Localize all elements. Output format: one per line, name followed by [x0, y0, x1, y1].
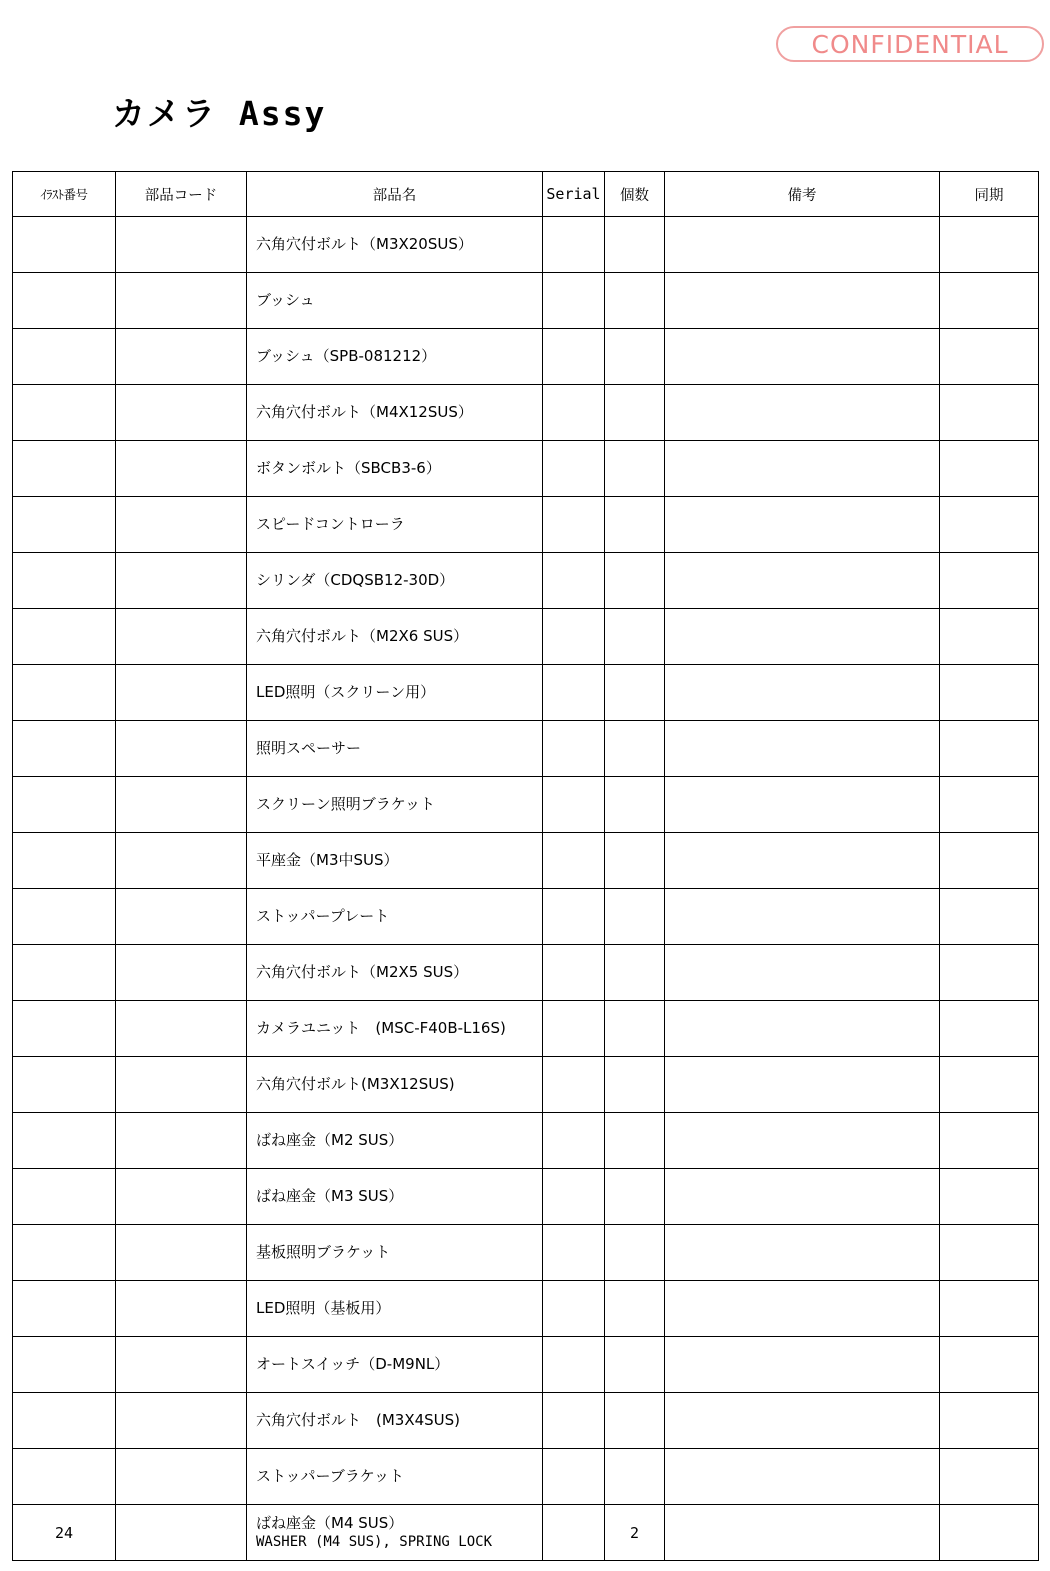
cell-part-name[interactable] — [247, 777, 543, 833]
cell-sync[interactable] — [940, 1505, 1039, 1561]
cell-illustration-number[interactable] — [13, 273, 116, 329]
cell-sync[interactable] — [940, 721, 1039, 777]
cell-sync[interactable] — [940, 945, 1039, 1001]
cell-quantity[interactable] — [605, 1001, 665, 1057]
part-name-primary: スクリーン照明ブラケット — [256, 795, 435, 814]
cell-part-code[interactable] — [116, 1281, 247, 1337]
cell-sync[interactable] — [940, 833, 1039, 889]
cell-remarks[interactable] — [665, 553, 940, 609]
cell-serial[interactable] — [543, 1001, 605, 1057]
confidential-stamp-label: CONFIDENTIAL — [811, 29, 1009, 59]
cell-sync[interactable] — [940, 385, 1039, 441]
part-name-secondary: WASHER (M4 SUS), SPRING LOCK — [256, 1534, 493, 1551]
table-row — [13, 1281, 1039, 1337]
table-row — [13, 329, 1039, 385]
cell-illustration-number[interactable] — [13, 1449, 116, 1505]
cell-part-code[interactable] — [116, 945, 247, 1001]
cell-remarks[interactable] — [665, 833, 940, 889]
column-header-illustration-number: ｲﾗｽﾄ番号 — [13, 172, 116, 217]
part-name-primary: LED照明（基板用） — [256, 1299, 391, 1318]
cell-sync[interactable] — [940, 1169, 1039, 1225]
cell-part-code[interactable] — [116, 1505, 247, 1561]
cell-illustration-number[interactable] — [13, 721, 116, 777]
column-header-part-code: 部品コード — [116, 172, 247, 217]
cell-remarks[interactable] — [665, 777, 940, 833]
part-name-primary: 照明スペーサー — [256, 739, 362, 758]
cell-part-name[interactable] — [247, 1169, 543, 1225]
cell-part-code[interactable] — [116, 1001, 247, 1057]
table-row — [13, 1505, 1039, 1561]
cell-remarks[interactable] — [665, 273, 940, 329]
cell-quantity[interactable] — [605, 609, 665, 665]
cell-remarks[interactable] — [665, 1337, 940, 1393]
cell-part-code[interactable] — [116, 1225, 247, 1281]
table-header-row — [13, 172, 1039, 217]
column-header-part-name: 部品名 — [247, 172, 543, 217]
cell-part-code[interactable] — [116, 609, 247, 665]
part-name-primary: シリンダ（CDQSB12-30D） — [256, 571, 455, 590]
cell-serial[interactable] — [543, 1225, 605, 1281]
part-name-primary: ばね座金（M4 SUS） — [256, 1513, 404, 1532]
part-name-primary: ストッパープレート — [256, 907, 390, 926]
part-name-primary: オートスイッチ（D-M9NL） — [256, 1355, 450, 1374]
cell-quantity[interactable] — [605, 1393, 665, 1449]
cell-remarks[interactable] — [665, 1281, 940, 1337]
cell-sync[interactable] — [940, 1113, 1039, 1169]
cell-quantity[interactable] — [605, 1169, 665, 1225]
cell-remarks[interactable] — [665, 385, 940, 441]
part-name-primary: 六角穴付ボルト（M3X20SUS） — [256, 235, 473, 254]
cell-part-name[interactable] — [247, 1449, 543, 1505]
cell-serial[interactable] — [543, 553, 605, 609]
table-row — [13, 665, 1039, 721]
cell-serial[interactable] — [543, 1169, 605, 1225]
cell-sync[interactable] — [940, 889, 1039, 945]
cell-sync[interactable] — [940, 1057, 1039, 1113]
cell-quantity[interactable] — [605, 721, 665, 777]
cell-quantity[interactable] — [605, 1449, 665, 1505]
table-row — [13, 1169, 1039, 1225]
cell-sync[interactable] — [940, 1001, 1039, 1057]
cell-illustration-number[interactable] — [13, 1169, 116, 1225]
cell-quantity[interactable] — [605, 1113, 665, 1169]
cell-remarks[interactable] — [665, 1169, 940, 1225]
cell-serial[interactable] — [543, 777, 605, 833]
cell-part-code[interactable] — [116, 1057, 247, 1113]
column-header-remarks: 備考 — [665, 172, 940, 217]
cell-illustration-number[interactable] — [13, 833, 116, 889]
cell-part-code[interactable] — [116, 1393, 247, 1449]
cell-part-name[interactable] — [247, 385, 543, 441]
cell-quantity[interactable] — [605, 273, 665, 329]
confidential-stamp — [776, 26, 1044, 62]
part-name-primary: 六角穴付ボルト(M3X12SUS) — [256, 1075, 455, 1094]
cell-part-code[interactable] — [116, 1169, 247, 1225]
table-row — [13, 945, 1039, 1001]
cell-illustration-number[interactable] — [13, 553, 116, 609]
cell-illustration-number[interactable] — [13, 497, 116, 553]
cell-part-name[interactable] — [247, 497, 543, 553]
cell-remarks[interactable] — [665, 1225, 940, 1281]
cell-part-code[interactable] — [116, 553, 247, 609]
cell-serial[interactable] — [543, 497, 605, 553]
table-row — [13, 889, 1039, 945]
cell-illustration-number[interactable] — [13, 1057, 116, 1113]
cell-part-code[interactable] — [116, 217, 247, 273]
cell-sync[interactable] — [940, 217, 1039, 273]
cell-serial[interactable] — [543, 329, 605, 385]
cell-illustration-number[interactable] — [13, 609, 116, 665]
cell-sync[interactable] — [940, 329, 1039, 385]
cell-illustration-number[interactable] — [13, 889, 116, 945]
cell-sync[interactable] — [940, 1225, 1039, 1281]
cell-part-code[interactable] — [116, 889, 247, 945]
cell-sync[interactable] — [940, 777, 1039, 833]
cell-remarks[interactable] — [665, 1001, 940, 1057]
part-name-primary: 六角穴付ボルト (M3X4SUS) — [256, 1411, 461, 1430]
cell-serial[interactable] — [543, 1337, 605, 1393]
cell-remarks[interactable] — [665, 1449, 940, 1505]
cell-serial[interactable] — [543, 1057, 605, 1113]
cell-illustration-number[interactable] — [13, 1281, 116, 1337]
table-row — [13, 553, 1039, 609]
cell-serial[interactable] — [543, 273, 605, 329]
table-row — [13, 1113, 1039, 1169]
cell-part-code[interactable] — [116, 497, 247, 553]
part-name-primary: ブッシュ — [256, 291, 315, 310]
cell-sync[interactable] — [940, 273, 1039, 329]
cell-part-name[interactable] — [247, 1001, 543, 1057]
cell-sync[interactable] — [940, 665, 1039, 721]
table-row — [13, 441, 1039, 497]
part-name-primary: ボタンボルト（SBCB3-6） — [256, 459, 441, 478]
cell-illustration-number[interactable] — [13, 777, 116, 833]
cell-part-name[interactable] — [247, 1505, 543, 1561]
table-row — [13, 721, 1039, 777]
cell-quantity[interactable] — [605, 1281, 665, 1337]
cell-sync[interactable] — [940, 553, 1039, 609]
cell-part-name[interactable] — [247, 1057, 543, 1113]
cell-part-name[interactable] — [247, 665, 543, 721]
cell-serial[interactable] — [543, 1449, 605, 1505]
cell-remarks[interactable] — [665, 497, 940, 553]
cell-quantity[interactable] — [605, 217, 665, 273]
cell-part-code[interactable] — [116, 1449, 247, 1505]
cell-quantity[interactable] — [605, 889, 665, 945]
table-row — [13, 1001, 1039, 1057]
cell-serial[interactable] — [543, 665, 605, 721]
column-header-serial: Serial — [543, 172, 605, 217]
cell-serial[interactable] — [543, 721, 605, 777]
cell-remarks[interactable] — [665, 889, 940, 945]
part-name-primary: ばね座金（M2 SUS） — [256, 1131, 404, 1150]
cell-remarks[interactable] — [665, 665, 940, 721]
table-row — [13, 1393, 1039, 1449]
cell-remarks[interactable] — [665, 329, 940, 385]
part-name-primary: LED照明（スクリーン用） — [256, 683, 436, 702]
cell-part-name[interactable] — [247, 945, 543, 1001]
cell-part-code[interactable] — [116, 1113, 247, 1169]
cell-part-name[interactable] — [247, 273, 543, 329]
table-row — [13, 217, 1039, 273]
cell-sync[interactable] — [940, 609, 1039, 665]
table-row — [13, 833, 1039, 889]
cell-part-code[interactable] — [116, 329, 247, 385]
cell-illustration-number[interactable] — [13, 385, 116, 441]
cell-part-name[interactable] — [247, 1225, 543, 1281]
table-row — [13, 609, 1039, 665]
cell-part-code[interactable] — [116, 273, 247, 329]
cell-sync[interactable] — [940, 1393, 1039, 1449]
cell-serial[interactable] — [543, 1393, 605, 1449]
cell-quantity[interactable] — [605, 329, 665, 385]
cell-serial[interactable] — [543, 1505, 605, 1561]
cell-part-name[interactable] — [247, 1281, 543, 1337]
cell-serial[interactable] — [543, 833, 605, 889]
part-name-primary: 六角穴付ボルト（M4X12SUS） — [256, 403, 473, 422]
cell-part-code[interactable] — [116, 777, 247, 833]
table-body — [13, 217, 1039, 1561]
cell-illustration-number[interactable] — [13, 217, 116, 273]
parts-table — [12, 171, 1039, 1561]
cell-illustration-number[interactable] — [13, 945, 116, 1001]
cell-illustration-number[interactable]: 24 — [13, 1505, 116, 1561]
cell-part-name[interactable] — [247, 1393, 543, 1449]
cell-part-name[interactable] — [247, 441, 543, 497]
table-row — [13, 1057, 1039, 1113]
cell-remarks[interactable] — [665, 1393, 940, 1449]
cell-part-name[interactable] — [247, 721, 543, 777]
cell-remarks[interactable] — [665, 1505, 940, 1561]
cell-quantity[interactable] — [605, 441, 665, 497]
part-name-primary: ストッパーブラケット — [256, 1467, 405, 1486]
cell-serial[interactable] — [543, 609, 605, 665]
cell-part-name[interactable] — [247, 1337, 543, 1393]
part-name-primary: 基板照明ブラケット — [256, 1243, 391, 1262]
cell-part-code[interactable] — [116, 441, 247, 497]
part-name-primary: ブッシュ（SPB-081212） — [256, 347, 437, 366]
part-name-primary: スピードコントローラ — [256, 515, 405, 534]
cell-illustration-number[interactable] — [13, 329, 116, 385]
cell-illustration-number[interactable] — [13, 1393, 116, 1449]
cell-serial[interactable] — [543, 1281, 605, 1337]
cell-illustration-number[interactable] — [13, 1225, 116, 1281]
cell-quantity[interactable] — [605, 497, 665, 553]
cell-part-name[interactable] — [247, 329, 543, 385]
cell-quantity[interactable] — [605, 833, 665, 889]
table-row — [13, 777, 1039, 833]
cell-sync[interactable] — [940, 1281, 1039, 1337]
cell-quantity[interactable] — [605, 385, 665, 441]
cell-remarks[interactable] — [665, 1113, 940, 1169]
cell-remarks[interactable] — [665, 945, 940, 1001]
cell-serial[interactable] — [543, 945, 605, 1001]
table-row — [13, 1449, 1039, 1505]
table-header — [13, 172, 1039, 217]
cell-serial[interactable] — [543, 889, 605, 945]
part-name-primary: 六角穴付ボルト（M2X5 SUS） — [256, 963, 469, 982]
cell-part-code[interactable] — [116, 385, 247, 441]
cell-remarks[interactable] — [665, 1057, 940, 1113]
table-row — [13, 497, 1039, 553]
cell-part-code[interactable] — [116, 721, 247, 777]
cell-sync[interactable] — [940, 1449, 1039, 1505]
cell-part-name[interactable] — [247, 553, 543, 609]
cell-part-name[interactable] — [247, 1113, 543, 1169]
cell-part-code[interactable] — [116, 665, 247, 721]
column-header-quantity: 個数 — [605, 172, 665, 217]
cell-remarks[interactable] — [665, 217, 940, 273]
cell-serial[interactable] — [543, 217, 605, 273]
cell-sync[interactable] — [940, 497, 1039, 553]
cell-illustration-number[interactable] — [13, 1113, 116, 1169]
cell-serial[interactable] — [543, 1113, 605, 1169]
cell-quantity[interactable] — [605, 1057, 665, 1113]
part-name-primary: 平座金（M3中SUS） — [256, 851, 399, 870]
cell-illustration-number[interactable] — [13, 1337, 116, 1393]
cell-serial[interactable] — [543, 385, 605, 441]
cell-illustration-number[interactable] — [13, 441, 116, 497]
page-title: カメラ Assy — [112, 94, 327, 133]
cell-sync[interactable] — [940, 1337, 1039, 1393]
cell-part-code[interactable] — [116, 1337, 247, 1393]
cell-illustration-number[interactable] — [13, 1001, 116, 1057]
cell-quantity[interactable]: 2 — [605, 1505, 665, 1561]
table-row — [13, 273, 1039, 329]
table-row — [13, 385, 1039, 441]
cell-quantity[interactable] — [605, 1337, 665, 1393]
cell-sync[interactable] — [940, 441, 1039, 497]
cell-illustration-number[interactable] — [13, 665, 116, 721]
part-name-primary: カメラユニット (MSC-F40B-L16S) — [256, 1019, 506, 1038]
cell-quantity[interactable] — [605, 665, 665, 721]
part-name-primary: ばね座金（M3 SUS） — [256, 1187, 404, 1206]
cell-remarks[interactable] — [665, 721, 940, 777]
table-row — [13, 1337, 1039, 1393]
cell-part-name[interactable] — [247, 217, 543, 273]
cell-part-code[interactable] — [116, 833, 247, 889]
cell-serial[interactable] — [543, 441, 605, 497]
cell-quantity[interactable] — [605, 553, 665, 609]
cell-remarks[interactable] — [665, 609, 940, 665]
cell-quantity[interactable] — [605, 945, 665, 1001]
column-header-sync: 同期 — [940, 172, 1039, 217]
part-name-primary: 六角穴付ボルト（M2X6 SUS） — [256, 627, 469, 646]
table-row — [13, 1225, 1039, 1281]
cell-remarks[interactable] — [665, 441, 940, 497]
cell-part-name[interactable] — [247, 833, 543, 889]
cell-part-name[interactable] — [247, 889, 543, 945]
cell-quantity[interactable] — [605, 777, 665, 833]
cell-quantity[interactable] — [605, 1225, 665, 1281]
cell-part-name[interactable] — [247, 609, 543, 665]
